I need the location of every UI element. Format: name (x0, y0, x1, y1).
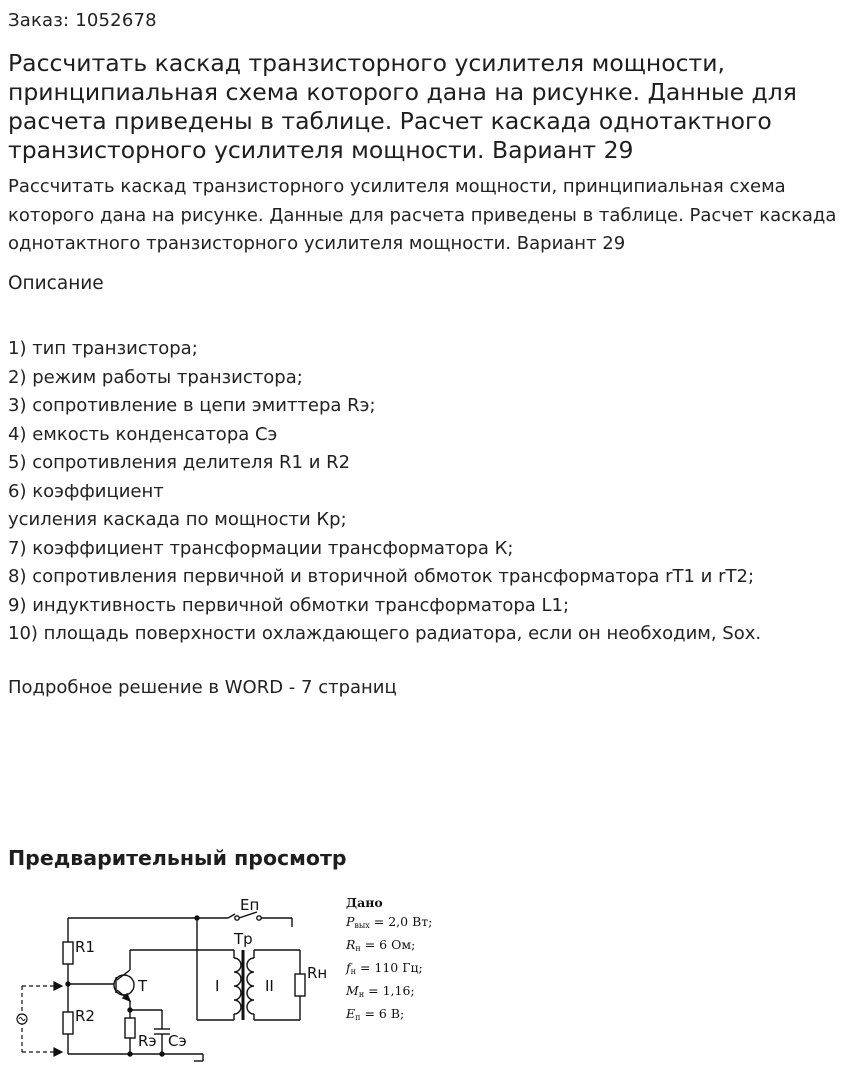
label-supply: Eп (240, 896, 260, 914)
order-number: Заказ: 1052678 (8, 10, 157, 31)
label-transformer: Тр (234, 930, 253, 948)
preview-heading: Предварительный просмотр (8, 846, 347, 870)
list-item: 1) тип транзистора; (8, 338, 198, 359)
label-re: Rэ (138, 1032, 157, 1050)
given-title: Дано (346, 895, 383, 910)
task-list (8, 335, 761, 649)
list-item: 7) коэффициент трансформации трансформатора К; (8, 537, 514, 559)
given-data (346, 893, 432, 1027)
list-item: 10) площадь поверхности охлаждающего радиатора, если он необходим, Sох. (8, 623, 762, 644)
page-title: Рассчитать каскад транзисторного усилителя мощности, принципиальная схема которого дана на рисунке. Данные для расчета приведены в таблице. Расчет каскада однотактного транзисторного усилителя мощности. Вариант 29 (8, 49, 797, 164)
list-item: 9) индуктивность первичной обмотки трансформатора L1; (8, 594, 570, 616)
list-item: 3) сопротивление в цепи эмиттера Rэ; (8, 395, 376, 416)
amplifier-schematic (8, 888, 338, 1068)
given-r-load: $R_н = 6$ Ом; (346, 937, 416, 953)
label-transistor: T (138, 977, 148, 995)
label-secondary: II (265, 977, 274, 995)
label-r2: R2 (75, 1007, 95, 1025)
list-item: 5) сопротивления делителя R1 и R2 (8, 452, 351, 473)
list-item: 6) коэффициент (8, 480, 164, 502)
list-item: 2) режим работы транзистора; (8, 366, 303, 388)
list-item: 8) сопротивления первичной и вторичной обмоток трансформатора rТ1 и rТ2; (8, 566, 755, 587)
label-r1: R1 (75, 938, 95, 956)
lead-paragraph: Рассчитать каскад транзисторного усилителя мощности, принципиальная схема которого дана на рисунке. Данные для расчета приведены в таблице. Расчет каскада однотактного транзисторного усилителя мощности. Вариант 29 (8, 176, 837, 254)
given-p-out: $P_{вых} = 2,0$ Вт; (346, 914, 433, 930)
solution-note: Подробное решение в WORD - 7 страниц (8, 677, 397, 698)
given-f-low: $f_н = 110$ Гц; (346, 960, 423, 976)
given-m-low: $M_н = 1,16$; (346, 983, 415, 999)
label-load: Rн (307, 964, 328, 982)
list-item: усиления каскада по мощности Кр; (8, 509, 347, 530)
label-primary: I (215, 977, 220, 995)
given-e-supply: $E_п = 6$ В; (346, 1006, 405, 1022)
description-heading: Описание (8, 273, 104, 294)
list-item: 4) емкость конденсатора Сэ (8, 423, 278, 445)
label-ce: Cэ (168, 1032, 187, 1050)
